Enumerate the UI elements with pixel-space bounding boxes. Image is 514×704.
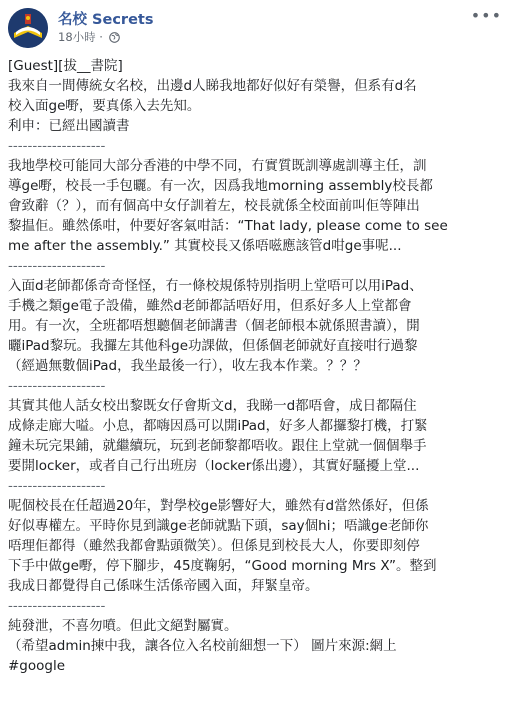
post-line: 下手中做ge嘢，停下腳步，45度鞠躬，“Good morning Mrs X”。整到 <box>8 558 437 574</box>
post-line: 我地學校可能同大部分香港的中學不同，冇實質既訓導處訓導主任，訓 <box>8 158 427 174</box>
more-options-icon[interactable]: ••• <box>470 6 502 25</box>
post-line: 利申：已經出國讀書 <box>8 118 130 134</box>
crest-logo-icon <box>8 8 48 48</box>
post-line: 要開locker，或者自己行出班房（locker係出邊），其實好騷擾上堂... <box>8 458 420 474</box>
separator-line: -------------------- <box>8 258 106 274</box>
post-line: me after the assembly.” 其實校長又係唔嗞應該管d咁ge事呢... <box>8 238 402 254</box>
post-body <box>8 56 502 676</box>
meta-dot: · <box>99 30 103 44</box>
post-line: 我成日都覺得自己係咪生活係帝國入面，拜緊皇帝。 <box>8 578 319 594</box>
post-line: （經過無數個iPad，我坐最後一行），收左我本作業。？？？ <box>8 358 367 374</box>
post-line: [Guest][拔__書院] <box>8 58 123 74</box>
post-line: 用。有一次，全班都唔想聽個老師講書（個老師根本就係照書讀），開 <box>8 318 420 334</box>
post-line: 導ge嘢，校長一手包曬。有一次，因爲我地morning assembly校長都 <box>8 178 433 194</box>
post-line: 會致辭（？），而有個高中女仔訓着左，校長就係全校面前叫佢等陣出 <box>8 198 420 214</box>
post-line: 唔理佢都得（雖然我都會點頭微笑）。但係見到校長大人，你要即刻停 <box>8 538 420 554</box>
post-line: 純發泄，不喜勿噴。但此文絕對屬實。 <box>8 618 238 634</box>
post-timestamp[interactable]: 18小時 <box>58 30 96 44</box>
post-header <box>8 6 506 46</box>
separator-line: -------------------- <box>8 598 106 614</box>
globe-icon[interactable] <box>109 32 120 46</box>
post-line: （希望admin揀中我，讓各位入名校前細想一下） 圖片來源:網上 <box>8 638 397 654</box>
post-line: 曬iPad黎玩。我攞左其他科ge功課做，但係個老師就好直接咁行過黎 <box>8 338 418 354</box>
page-avatar[interactable] <box>8 8 48 48</box>
post-line: 鐘未玩完果鋪，就繼續玩，玩到老師黎都唔收。跟住上堂就一個個舉手 <box>8 438 427 454</box>
post-line: 其實其他人話女校出黎既女仔會斯文d，我睇一d都唔會，成日都隔住 <box>8 398 417 414</box>
separator-line: -------------------- <box>8 138 106 154</box>
post-line: 手機之類ge電子設備，雖然d老師都話唔好用，但系好多人上堂都會 <box>8 298 412 314</box>
post-line: 呢個校長在任超過20年，對學校ge影響好大，雖然有d當然係好，但係 <box>8 498 429 514</box>
post-line: 黎揾佢。雖然係咁，仲要好客氣咁話：“That lady, please come to see <box>8 218 448 234</box>
post-line: 校入面ge嘢，要真係入去先知。 <box>8 98 201 114</box>
separator-line: -------------------- <box>8 378 106 394</box>
post-line: 好似專權左。平時你見到識ge老師就點下頭，say個hi；唔識ge老師你 <box>8 518 429 534</box>
hashtag-link[interactable]: #google <box>8 658 66 674</box>
post-line: 我來自一間傳統女名校，出邊d人睇我地都好似好有榮譽，但系有d名 <box>8 78 417 94</box>
separator-line: -------------------- <box>8 478 106 494</box>
post-line: 入面d老師都係奇奇怪怪，冇一條校規係特別指明上堂唔可以用iPad、 <box>8 278 423 294</box>
post-meta <box>58 29 120 46</box>
page-name-link[interactable]: 名校 Secrets <box>58 12 154 28</box>
post-line: 成條走廊大嗌。小息，都嗨因爲可以開iPad，好多人都攞黎打機，打緊 <box>8 418 428 434</box>
